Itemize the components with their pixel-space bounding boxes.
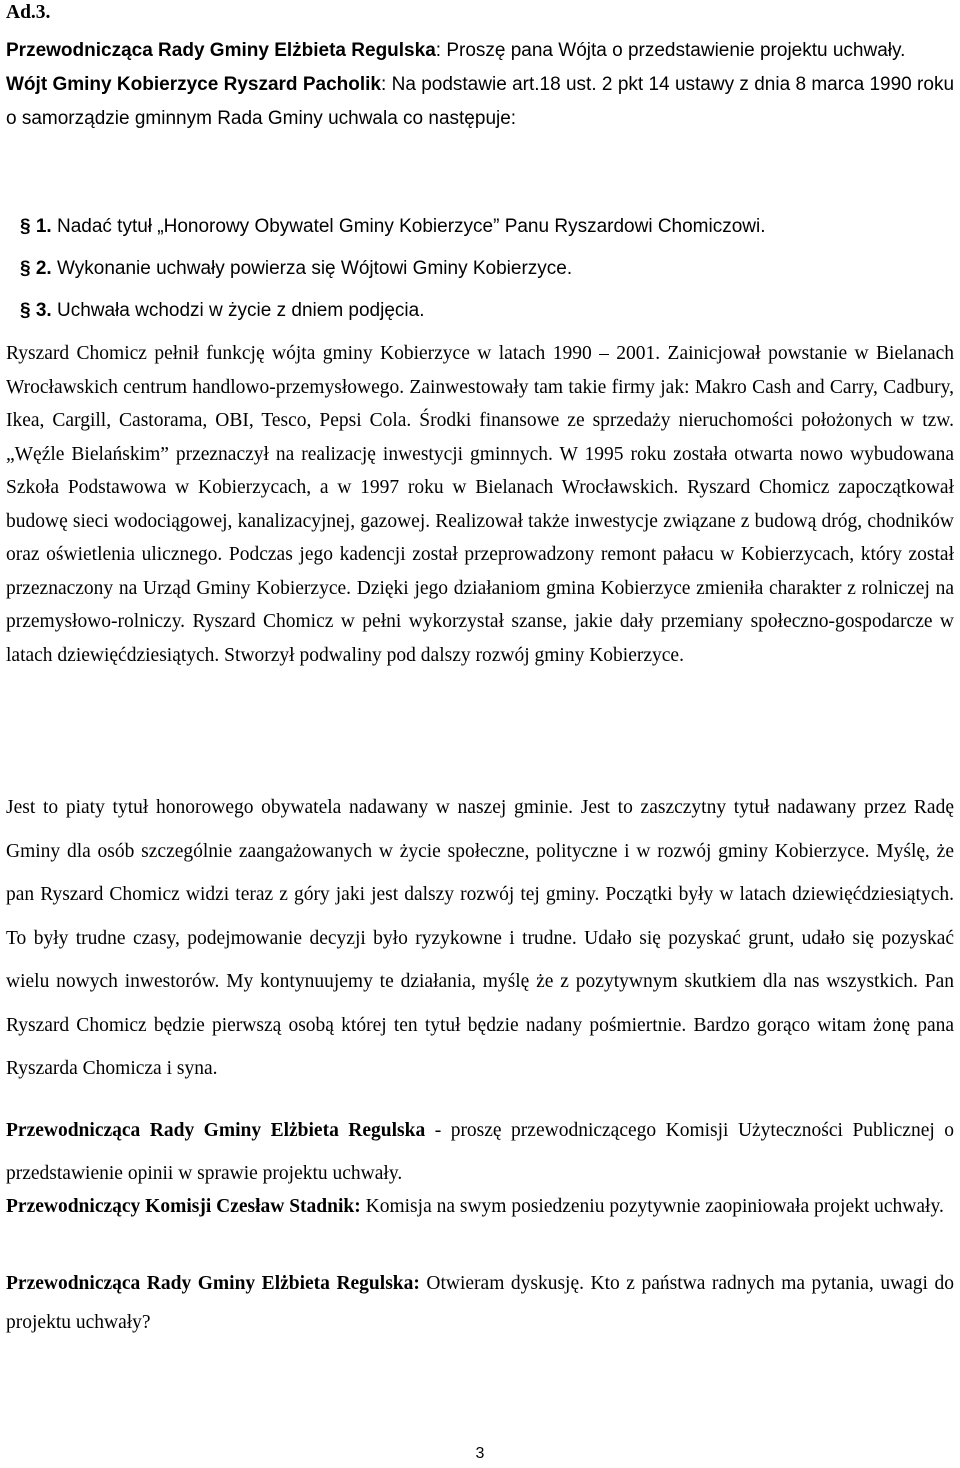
section-text: Wykonanie uchwały powierza się Wójtowi Gminy Kobierzyce. xyxy=(51,258,573,279)
section-2 xyxy=(20,252,954,286)
exchange-text: Otwieram dyskusję. Kto z państwa radnych ma pytania, uwagi do projektu uchwały? xyxy=(6,1273,954,1333)
honorary-title-paragraph: Jest to piaty tytuł honorowego obywatela nadawany w naszej gminie. Jest to zaszczytny tytuł nadawany przez Radę Gminy dla osób szczególnie zaangażowanych w życie społeczne, polityczne i w rozwój gminy Kobierzyce. Myślę, że pan Ryszard Chomicz widzi teraz z góry jaki jest dalszy rozwój tej gminy. Początki były w latach dziewięćdziesiątych. To były trudne czasy, podejmowanie decyzji było ryzykowne i trudne. Udało się pozyskać grunt, udało się pozyskać wielu nowych inwestorów. My kontynuujemy te działania, myślę że z pozytywnym skutkiem dla nas wszystkich. Pan Ryszard Chomicz będzie pierwszą osobą której ten tytuł będzie nadany pośmiertnie. Bardzo gorąco witam żonę pana Ryszarda Chomicza i syna. xyxy=(6,797,954,1079)
section-heading: Ad.3. xyxy=(6,2,51,23)
exchange-paragraph-3 xyxy=(6,1264,954,1342)
section-text: Uchwała wchodzi w życie z dniem podjęcia. xyxy=(51,300,425,321)
section-text: Nadać tytuł „Honorowy Obywatel Gminy Kobierzyce” Panu Ryszardowi Chomiczowi. xyxy=(51,216,766,237)
speaker-chairwoman: Przewodnicząca Rady Gminy Elżbieta Regulska xyxy=(6,1120,426,1141)
exchange-paragraph-2 xyxy=(6,1190,954,1223)
exchange-text: - proszę przewodniczącego Komisji Użyteczności Publicznej o przedstawienie opinii w sprawie projektu uchwały. xyxy=(6,1120,954,1184)
intro-text-1: : Proszę pana Wójta o przedstawienie projektu uchwały. xyxy=(435,40,906,61)
biography-paragraph: Ryszard Chomicz pełnił funkcję wójta gminy Kobierzyce w latach 1990 – 2001. Zainicjował powstanie w Bielanach Wrocławskich centrum handlowo-przemysłowego. Zainwestowały tam takie firmy jak: Makro Cash and Carry, Cadbury, Ikea, Cargill, Castorama, OBI, Tesco, Pepsi Cola. Środki finansowe ze sprzedaży nieruchomości położonych w tzw. „Węźle Bielańskim” przeznaczył na realizację inwestycji gminnych. W 1995 roku została otwarta nowo wybudowana Szkoła Podstawowa w Kobierzycach, a w 1997 roku w Bielanach Wrocławskich. Ryszard Chomicz zapoczątkował budowę sieci wodociągowej, kanalizacyjnej, gazowej. Realizował także inwestycje związane z budową dróg, chodników oraz oświetlenia ulicznego. Podczas jego kadencji został przeprowadzony remont pałacu w Kobierzycach, który został przeznaczony na Urząd Gminy Kobierzyce. Dzięki jego działaniom gmina Kobierzyce zmieniła charakter z rolniczej na przemysłowo-rolniczy. Ryszard Chomicz w pełni wykorzystał szanse, jakie dały przemiany społeczno-gospodarcze w latach dziewięćdziesiątych. Stworzył podwaliny pod dalszy rozwój gminy Kobierzyce. xyxy=(6,343,954,666)
section-1 xyxy=(20,210,954,244)
intro-paragraph xyxy=(6,34,954,136)
page-number: 3 xyxy=(475,1445,485,1462)
section-3 xyxy=(20,294,954,328)
section-number: § 1. xyxy=(20,216,52,237)
speaker-chairwoman: Przewodnicząca Rady Gminy Elżbieta Regulska xyxy=(6,40,436,61)
exchange-text: Komisja na swym posiedzeniu pozytywnie zaopiniowała projekt uchwały. xyxy=(360,1196,944,1217)
speaker-committee-chair: Przewodniczący Komisji Czesław Stadnik: xyxy=(6,1196,361,1217)
speaker-mayor: Wójt Gminy Kobierzyce Ryszard Pacholik xyxy=(6,74,381,95)
intro-text-2: : Na podstawie art.18 ust. 2 pkt 14 ustawy z dnia 8 marca 1990 roku o samorządzie gminnym Rada Gminy uchwala co następuje: xyxy=(6,74,955,129)
section-number: § 3. xyxy=(20,300,52,321)
exchange-paragraph-1 xyxy=(6,1109,954,1195)
section-number: § 2. xyxy=(20,258,52,279)
speaker-chairwoman: Przewodnicząca Rady Gminy Elżbieta Regulska: xyxy=(6,1273,420,1294)
